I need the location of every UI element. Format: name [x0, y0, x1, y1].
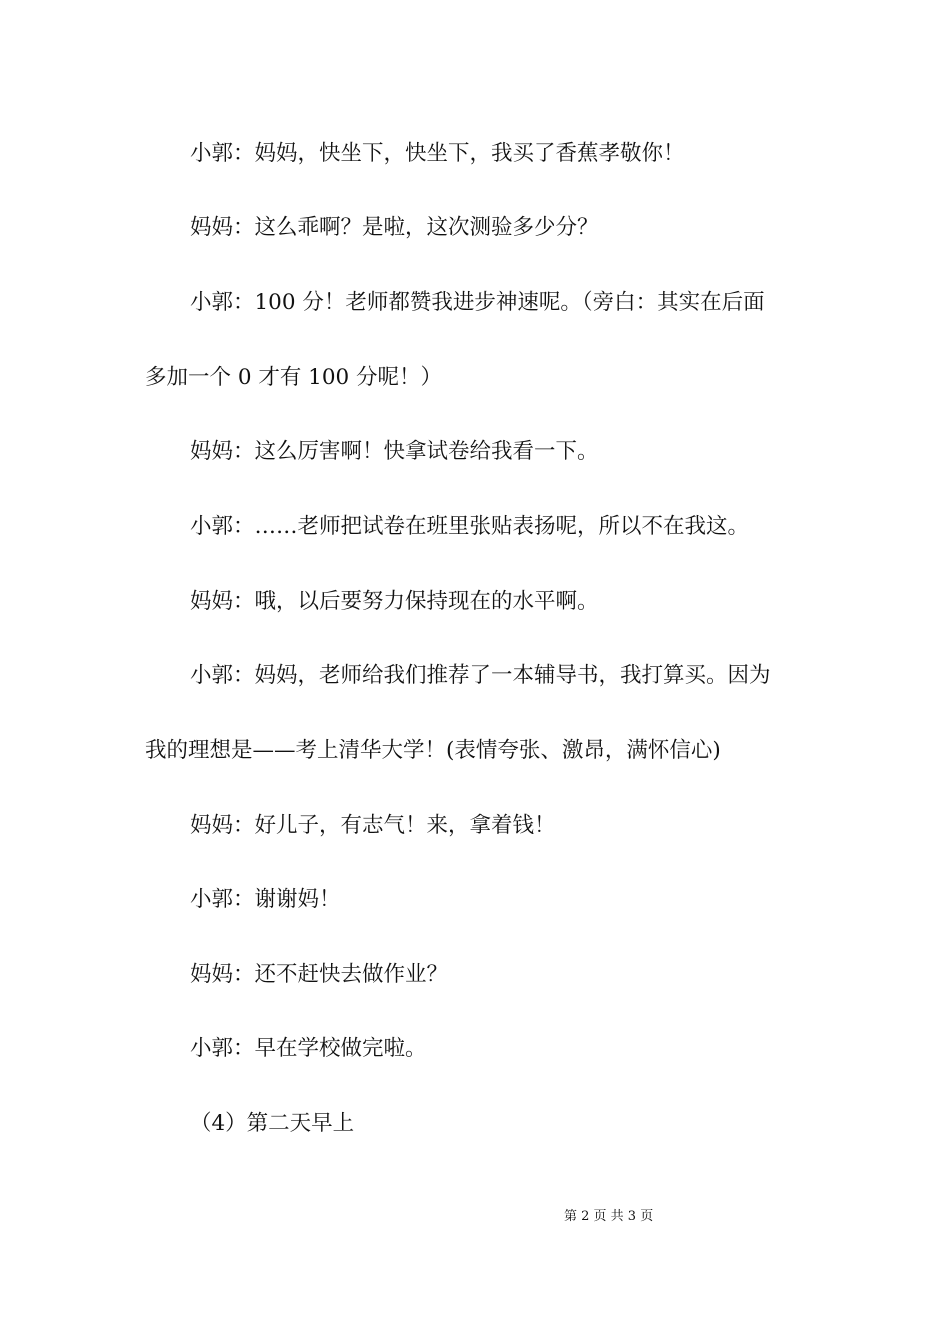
dialogue-line: 妈妈：好儿子，有志气！来，拿着钱！	[190, 813, 556, 838]
dialogue-line: 妈妈：哦，以后要努力保持现在的水平啊。	[190, 589, 599, 614]
dialogue-line-continuation: 多加一个 0 才有 100 分呢！）	[145, 365, 443, 390]
dialogue-line: 小郭：妈妈，快坐下，快坐下，我买了香蕉孝敬你！	[190, 141, 685, 166]
dialogue-line: 妈妈：还不赶快去做作业？	[190, 962, 449, 987]
dialogue-line-continuation: 我的理想是——考上清华大学！(表情夸张、激昂，满怀信心)	[145, 738, 721, 763]
dialogue-line: 小郭：妈妈，老师给我们推荐了一本辅导书，我打算买。因为	[190, 663, 771, 688]
dialogue-line: 小郭：谢谢妈！	[190, 887, 341, 912]
dialogue-line: 小郭：100 分！老师都赞我进步神速呢。（旁白：其实在后面	[190, 290, 765, 315]
dialogue-line: 小郭：……老师把试卷在班里张贴表扬呢，所以不在我这。	[190, 514, 750, 539]
dialogue-line: 妈妈：这么乖啊？是啦，这次测验多少分？	[190, 215, 599, 240]
dialogue-line: 小郭：早在学校做完啦。	[190, 1036, 427, 1061]
dialogue-line: 妈妈：这么厉害啊！快拿试卷给我看一下。	[190, 439, 599, 464]
section-heading: （4）第二天早上	[190, 1111, 355, 1136]
page-number-label: 第 2 页 共 3 页	[564, 1209, 654, 1224]
